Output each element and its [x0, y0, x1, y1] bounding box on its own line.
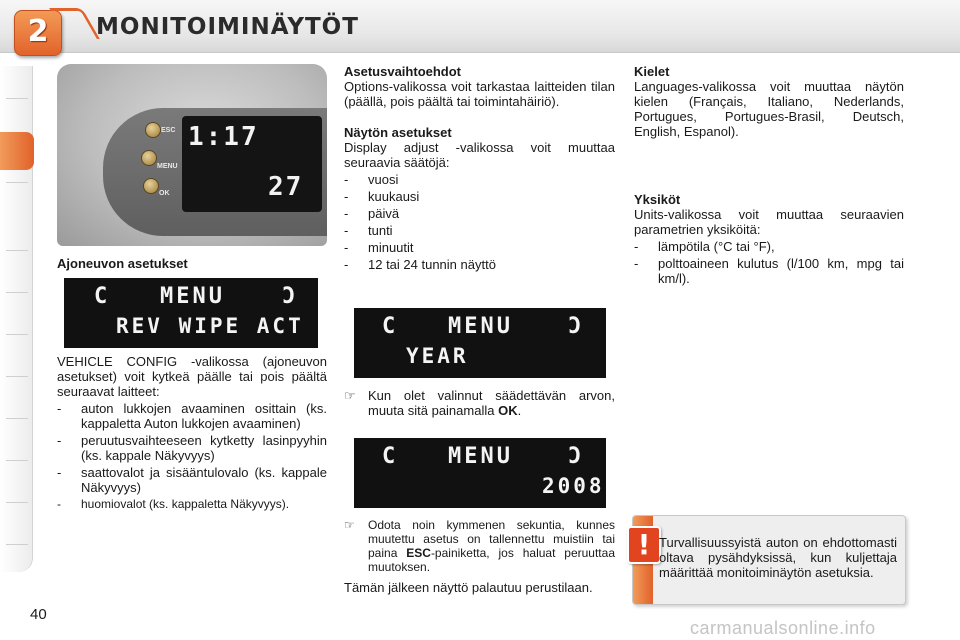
ok-button-icon [143, 178, 159, 194]
lcd-menu-text: MENU [160, 284, 225, 309]
lcd-menu-text: MENU [448, 314, 513, 339]
lcd-vehicle-config [64, 278, 318, 348]
left-column [57, 256, 327, 271]
tip-esc [344, 516, 615, 595]
active-chapter-tab [0, 132, 34, 170]
lcd-bracket-right: Ɔ [282, 284, 299, 309]
list-item: - kuukausi [344, 189, 420, 204]
lcd-bracket-right: Ɔ [568, 314, 585, 339]
lcd-line2: YEAR [406, 344, 469, 368]
lcd-bracket-left: C [382, 314, 399, 339]
paragraph: Units-valikossa voit muuttaa seuraavien parametrien yksiköitä: [634, 207, 904, 237]
list-item: - minuutit [344, 240, 414, 255]
watermark: carmanualsonline.info [690, 618, 876, 638]
rail-notch [6, 502, 28, 503]
rail-notch [6, 544, 28, 545]
rail-notch [6, 334, 28, 335]
section-heading: Näytön asetukset [344, 125, 452, 140]
list-item: - tunti [344, 223, 393, 238]
list-item: - peruutusvaihteeseen kytketty lasinpyyhin (ks. kappale Näkyvyys) [57, 433, 327, 463]
page-number: 40 [30, 606, 47, 623]
right-column [634, 64, 904, 139]
paragraph: Languages-valikossa voit muuttaa näytön kielen (Français, Italiano, Nederlands, Portugues, Portugues-Brasil, Deutsch, English, Espanol). [634, 79, 904, 139]
rail-notch [6, 460, 28, 461]
rail-notch [6, 292, 28, 293]
section-heading: Kielet [634, 64, 670, 79]
rail-notch [6, 98, 28, 99]
display-photo [57, 64, 327, 246]
right-column-units [634, 192, 904, 286]
ok-label: OK [159, 190, 170, 197]
tip-item: ☞ Kun olet valinnut säädettävän arvon, muuta sitä painamalla OK. [344, 388, 615, 418]
intro-paragraph: VEHICLE CONFIG -valikossa (ajoneuvon asetukset) voit kytkeä päälle tai pois päältä seuraavat laitteet: [57, 354, 327, 399]
menu-button-icon [141, 150, 157, 166]
list-item: - auton lukkojen avaaminen osittain (ks. kappaletta Auton lukkojen avaaminen) [57, 401, 327, 431]
lcd-bracket-left: C [94, 284, 111, 309]
menu-label: MENU [157, 163, 178, 170]
paragraph: Options-valikossa voit tarkastaa laitteiden tilan (päällä, pois päältä tai toimintahäiriö). [344, 79, 615, 109]
rail-notch [6, 250, 28, 251]
lcd-line2: REV WIPE ACT [116, 314, 304, 338]
paragraph: Tämän jälkeen näyttö palautuu perustilaan. [344, 580, 593, 595]
tip-ok [344, 386, 615, 418]
rail-notch [6, 418, 28, 419]
warning-icon: ! [627, 526, 661, 564]
temperature-readout: 27 [268, 172, 304, 202]
middle-column [344, 64, 615, 272]
tip-item: ☞ Odota noin kymmenen sekuntia, kunnes muutettu asetus on tallennettu muistiin tai paina ESC-painiketta, jos haluat peruuttaa muutoksen. [344, 518, 615, 574]
list-item: - huomiovalot (ks. kappaletta Näkyvyys). [57, 497, 290, 511]
list-item: - saattovalot ja sisääntulovalo (ks. kappale Näkyvyys) [57, 465, 327, 495]
esc-key-label: ESC [406, 546, 431, 560]
lcd-year [354, 308, 606, 378]
lcd-line2: 2008 [542, 474, 605, 498]
lcd-year-value [354, 438, 606, 508]
rail-notch [6, 182, 28, 183]
warning-box [632, 515, 906, 605]
list-item: - 12 tai 24 tunnin näyttö [344, 257, 496, 272]
lcd-bracket-right: Ɔ [568, 444, 585, 469]
ok-key-label: OK [498, 403, 518, 418]
list-item: - päivä [344, 206, 400, 221]
warning-text: Turvallisuussyistä auton on ehdottomasti oltava pysähdyksissä, kun kuljettaja määrittää monitoiminäytön asetuksia. [659, 535, 897, 580]
rail-notch [6, 376, 28, 377]
display-screen [182, 116, 322, 212]
section-heading: Ajoneuvon asetukset [57, 256, 188, 271]
clock-readout: 1:17 [188, 122, 259, 152]
section-heading: Yksiköt [634, 192, 681, 207]
paragraph: Display adjust -valikossa voit muuttaa seuraavia säätöjä: [344, 140, 615, 170]
chapter-number: 2 [27, 14, 49, 49]
lcd-bracket-left: C [382, 444, 399, 469]
left-column-body [57, 354, 327, 511]
lcd-menu-text: MENU [448, 444, 513, 469]
list-item: - lämpötila (°C tai °F), [634, 239, 775, 254]
esc-button-icon [145, 122, 161, 138]
esc-label: ESC [161, 127, 176, 134]
list-item: - vuosi [344, 172, 399, 187]
hand-pointer-icon: ☞ [344, 388, 356, 403]
list-item: - polttoaineen kulutus (l/100 km, mpg tai km/l). [634, 256, 904, 286]
section-heading: Asetusvaihtoehdot [344, 64, 462, 79]
hand-pointer-icon: ☞ [344, 518, 355, 532]
page-title: MONITOIMINÄYTÖT [96, 14, 359, 40]
